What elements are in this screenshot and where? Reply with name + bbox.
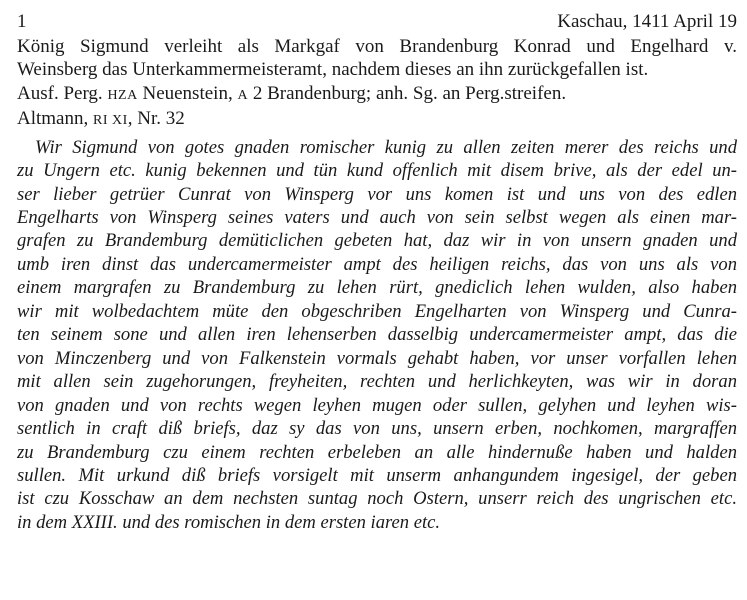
source-description: [17, 82, 737, 107]
source-prefix: Ausf. Perg.: [17, 82, 103, 104]
document-page: [17, 9, 737, 534]
transcript-line: wir mit wolbedachtem müte den obgeschriben Engelharten von Winsperg und Cunra-: [17, 300, 737, 322]
transcript-line: in dem XXIII. und des romischen in dem ersten iaren etc.: [17, 511, 441, 533]
regest-line: König Sigmund verleiht als Markgaf von Brandenburg Konrad und Engelhard v.: [17, 36, 737, 57]
transcript-line: mit allen sein zugehorungen, freyheiten, rechten und herlichkeyten, was wir in doran: [17, 371, 737, 393]
transcript-line: von gnaden und von rechts wegen leyhen mugen oder sullen, gelyhen und leyhen wis-: [17, 394, 737, 416]
transcript-line: zu Ungern etc. kunig bekennen und tün kund offenlich mit disem brive, als der edel un-: [17, 160, 737, 182]
charter-transcript: [17, 136, 737, 535]
transcript-line: ten seinem sone und allen iren lehenserben dasselbig undercamermeister ampt, das die: [17, 324, 737, 346]
literature-series: RI XI: [93, 113, 128, 129]
archive-abbreviation: HZA: [107, 87, 138, 103]
literature-reference: [17, 107, 737, 132]
document-number: 1: [17, 11, 27, 32]
transcript-line: einem margrafen zu Brandemburg zu lehen rürt, gnediclich lehen wulden, also haben: [17, 277, 737, 299]
transcript-line: zu Brandemburg czu einem rechten erbeleben an alle hindernuße haben und halden: [17, 441, 737, 463]
regest-line: Weinsberg das Unterkammermeisteramt, nachdem dieses an ihn zurückgefallen ist.: [17, 59, 649, 81]
transcript-line: sullen. Mit urkund diß briefs vorsigelt mit unserm anhangundem ingesigel, der geben: [17, 464, 737, 486]
transcript-line: ist czu Kosschaw an dem nechsten suntag noch Ostern, unserr reich des ungrischen etc.: [17, 488, 737, 510]
regest-summary: [17, 35, 737, 82]
transcript-line: ser lieber getrüer Cunrat von Winsperg vor uns komen ist und uns von des edlen: [17, 183, 737, 205]
literature-rest: , Nr. 32: [127, 108, 185, 130]
archive-place: Neuenstein,: [137, 82, 238, 104]
transcript-line: grafen zu Brandemburg demüticlichen gebeten hat, daz wir in von unsern gnaden und: [17, 230, 737, 252]
transcript-line: Engelharts von Winsperg seines vaters und auch von sein selbst wegen als einen mar-: [17, 206, 737, 228]
shelf-mark: A: [237, 87, 249, 103]
literature-prefix: Altmann,: [17, 108, 93, 130]
transcript-line: sentlich in craft diß briefs, daz sy das von uns, unsern erben, nochkomen, margraffen: [17, 418, 737, 440]
source-rest: 2 Brandenburg; anh. Sg. an Perg.streifen.: [248, 82, 567, 104]
transcript-line: von Minczenberg und von Falkenstein vormals gehabt haben, vor unser vorfallen lehen: [17, 347, 737, 369]
document-header: [17, 9, 737, 35]
transcript-line: Wir Sigmund von gotes gnaden romischer kunig zu allen zeiten merer des reichs und: [35, 136, 737, 158]
transcript-line: umb iren dinst das undercamermeister ampt des heiligen reichs, das von uns als von: [17, 253, 737, 275]
place-and-date: Kaschau, 1411 April 19: [557, 11, 737, 32]
